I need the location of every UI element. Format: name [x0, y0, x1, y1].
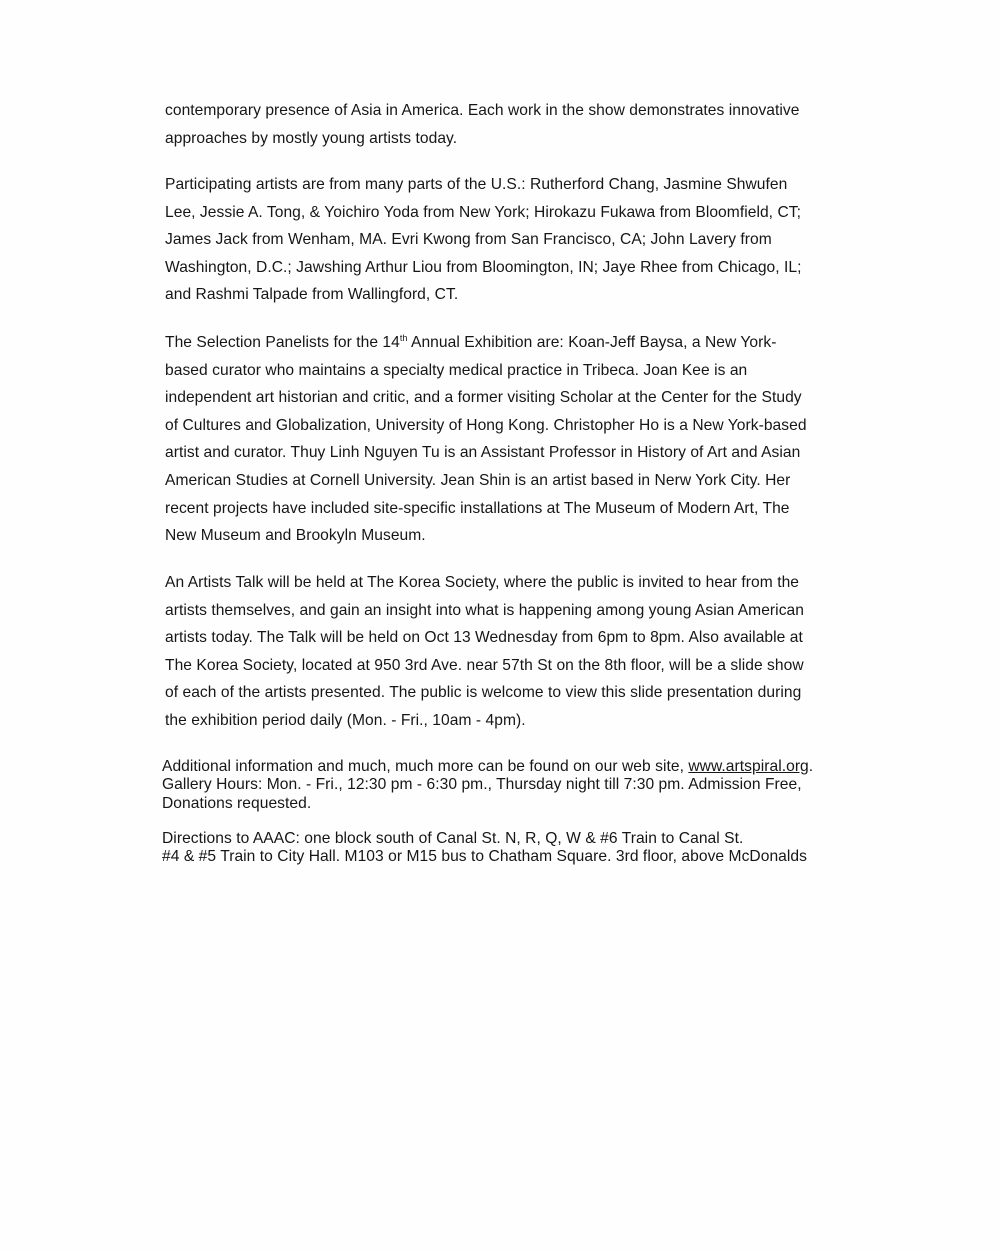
text-fragment: The Selection Panelists for the 14	[165, 334, 400, 351]
text-line: Directions to AAAC: one block south of Canal St. N, R, Q, W & #6 Train to Canal St.	[162, 830, 744, 847]
text-fragment: .	[808, 758, 814, 775]
text-line: approaches by mostly young artists today.	[165, 129, 458, 147]
text-line: Lee, Jessie A. Tong, & Yoichiro Yoda from New York; Hirokazu Fukawa from Bloomfield, CT;	[165, 203, 801, 221]
text-line	[165, 329, 865, 357]
text-line: Participating artists are from many parts of the U.S.: Rutherford Chang, Jasmine Shwufen	[165, 176, 788, 193]
text-line: Donations requested.	[162, 794, 312, 812]
text-fragment: Additional information and much, much more can be found on our web site,	[162, 758, 689, 775]
paragraph-additional-info	[162, 758, 872, 813]
text-line: James Jack from Wenham, MA. Evri Kwong from San Francisco, CA; John Lavery from	[165, 231, 772, 249]
text-fragment: Annual Exhibition are: Koan-Jeff Baysa, a New York-	[407, 334, 777, 351]
text-line: Washington, D.C.; Jawshing Arthur Liou from Bloomington, IN; Jaye Rhee from Chicago, IL;	[165, 258, 802, 276]
text-line: An Artists Talk will be held at The Korea Society, where the public is invited to hear from the	[165, 574, 800, 591]
text-line: artist and curator. Thuy Linh Nguyen Tu is an Assistant Professor in History of Art and Asian	[165, 444, 801, 462]
text-line: based curator who maintains a specialty medical practice in Tribeca. Joan Kee is an	[165, 361, 748, 379]
paragraph-participating-artists	[165, 171, 865, 309]
text-line: independent art historian and critic, and a former visiting Scholar at the Center for the Study	[165, 389, 802, 407]
text-line: of Cultures and Globalization, University of Hong Kong. Christopher Ho is a New York-based	[165, 416, 807, 434]
paragraph-intro	[165, 97, 865, 152]
text-line: Gallery Hours: Mon. - Fri., 12:30 pm - 6:30 pm., Thursday night till 7:30 pm. Admission Free,	[162, 776, 802, 794]
text-line: of each of the artists presented. The public is welcome to view this slide presentation during	[165, 684, 802, 702]
paragraph-directions	[162, 830, 872, 867]
website-link[interactable]: www.artspiral.org	[688, 758, 809, 775]
text-line: artists today. The Talk will be held on Oct 13 Wednesday from 6pm to 8pm. Also available at	[165, 629, 803, 647]
text-line: New Museum and Brookyln Museum.	[165, 527, 426, 545]
text-line: and Rashmi Talpade from Wallingford, CT.	[165, 286, 459, 304]
text-line: artists themselves, and gain an insight into what is happening among young Asian American	[165, 601, 804, 619]
text-line: #4 & #5 Train to City Hall. M103 or M15 bus to Chatham Square. 3rd floor, above McDonalds	[162, 848, 807, 866]
text-line: recent projects have included site-specific installations at The Museum of Modern Art, The	[165, 499, 790, 517]
text-line: American Studies at Cornell University. Jean Shin is an artist based in Nerw York City. Her	[165, 471, 791, 489]
text-line: contemporary presence of Asia in America. Each work in the show demonstrates innovative	[165, 102, 800, 119]
ordinal-suffix: th	[399, 332, 408, 343]
text-line: the exhibition period daily (Mon. - Fri., 10am - 4pm).	[165, 711, 526, 729]
text-line	[162, 758, 872, 776]
text-line: The Korea Society, located at 950 3rd Ave. near 57th St on the 8th floor, will be a slide show	[165, 656, 804, 674]
paragraph-selection-panelists	[165, 329, 865, 550]
paragraph-artists-talk	[165, 569, 865, 735]
